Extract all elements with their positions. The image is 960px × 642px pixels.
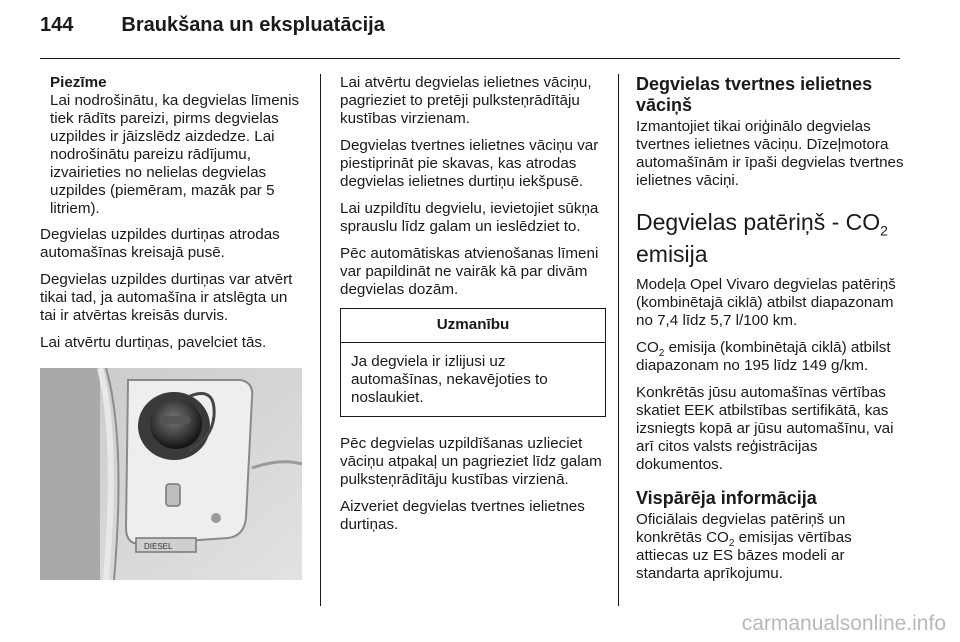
heading-general-info: Vispārēja informācija <box>636 488 817 508</box>
warning-text: Ja degviela ir izlijusi uz automašīnas, nekavējoties to noslaukiet. <box>351 353 548 406</box>
fuel-type-label: DIESEL <box>144 542 173 551</box>
paragraph: Pēc automātiskas atvienošanas līmeni var papildināt ne vairāk kā par divām degvielas dozām. <box>340 245 599 298</box>
page-number: 144 <box>40 14 74 36</box>
column-3 <box>636 74 908 592</box>
page-header <box>40 14 900 46</box>
fuel-filler-illustration <box>40 368 302 580</box>
paragraph: Modeļa Opel Vivaro degvielas patēriņš (kombinētajā ciklā) atbilst diapazonam no 7,4 līdz 5,7 l/100 km. <box>636 276 896 329</box>
paragraph: Lai atvērtu durtiņas, pavelciet tās. <box>40 334 267 351</box>
heading-fuel-cap: Degvielas tvertnes ielietnes vāciņš <box>636 74 873 115</box>
paragraph: Degvielas tvertnes ielietnes vāciņu var piestiprināt pie skavas, kas atrodas degvielas ielietnes durtiņu iekšpusē. <box>340 137 599 190</box>
paragraph: Degvielas uzpildes durtiņas var atvērt tikai tad, ja automašīna ir atslēgta un tai ir atvērtas kreisās durvis. <box>40 271 293 324</box>
paragraph-general: Oficiālais degvielas patēriņš un konkrētās $CO_2$ emisijas vērtības attiecas uz ES bāzes modeli ar standarta aprīkojumu. <box>636 511 852 582</box>
watermark: carmanualsonline.info <box>741 612 946 635</box>
fuel-filler-photo <box>40 368 302 580</box>
column-1 <box>40 74 306 580</box>
paragraph: Aizveriet degvielas tvertnes ielietnes durtiņas. <box>340 498 585 533</box>
paragraph: Konkrētās jūsu automašīnas vērtības skatiet EEK atbilstības sertifikātā, kas izsniegts kopā ar jūsu automašīnu, vai arī citos valsts reģistrācijas dokumentos. <box>636 384 894 473</box>
header-divider <box>40 58 900 59</box>
paragraph: Lai uzpildītu degvielu, ievietojiet sūkņa sprauslu līdz galam un ieslēdziet to. <box>340 200 599 235</box>
heading-fuel-consumption: Degvielas patēriņš - $CO_2$ emisija <box>636 209 888 267</box>
note-text: Lai nodrošinātu, ka degvielas līmenis tiek rādīts pareizi, pirms degvielas uzpildes ir jāizslēdz aizdedze. Lai nodrošinātu pareizu rādījumu, izvairieties no nelielas degvielas uzpildes (piemēram, mazāk par 5 litriem). <box>50 92 300 217</box>
paragraph: Lai atvērtu degvielas ielietnes vāciņu, pagrieziet to pretēji pulksteņrādītāju kustības virzienam. <box>340 74 592 127</box>
warning-title: Uzmanību <box>341 309 605 343</box>
note-title: Piezīme <box>50 74 107 91</box>
paragraph-co2: $CO_2$ emisija (kombinētajā ciklā) atbilst diapazonam no 195 līdz 149 g/km. <box>636 339 891 374</box>
column-divider-2 <box>618 74 619 606</box>
paragraph: Degvielas uzpildes durtiņas atrodas automašīnas kreisajā pusē. <box>40 226 280 261</box>
column-2 <box>340 74 606 543</box>
paragraph: Pēc degvielas uzpildīšanas uzlieciet vāciņu atpakaļ un pagrieziet līdz galam pulksteņrādītāju kustības virzienā. <box>340 435 602 488</box>
note-block <box>40 74 306 218</box>
paragraph: Izmantojiet tikai oriģinālo degvielas tvertnes ielietnes vāciņu. Dīzeļmotora automašīnām ir īpaši degvielas tvertnes ielietnes vāciņi. <box>636 118 904 189</box>
warning-box <box>340 308 606 417</box>
section-title: Braukšana un ekspluatācija <box>121 14 385 36</box>
column-divider-1 <box>320 74 321 606</box>
